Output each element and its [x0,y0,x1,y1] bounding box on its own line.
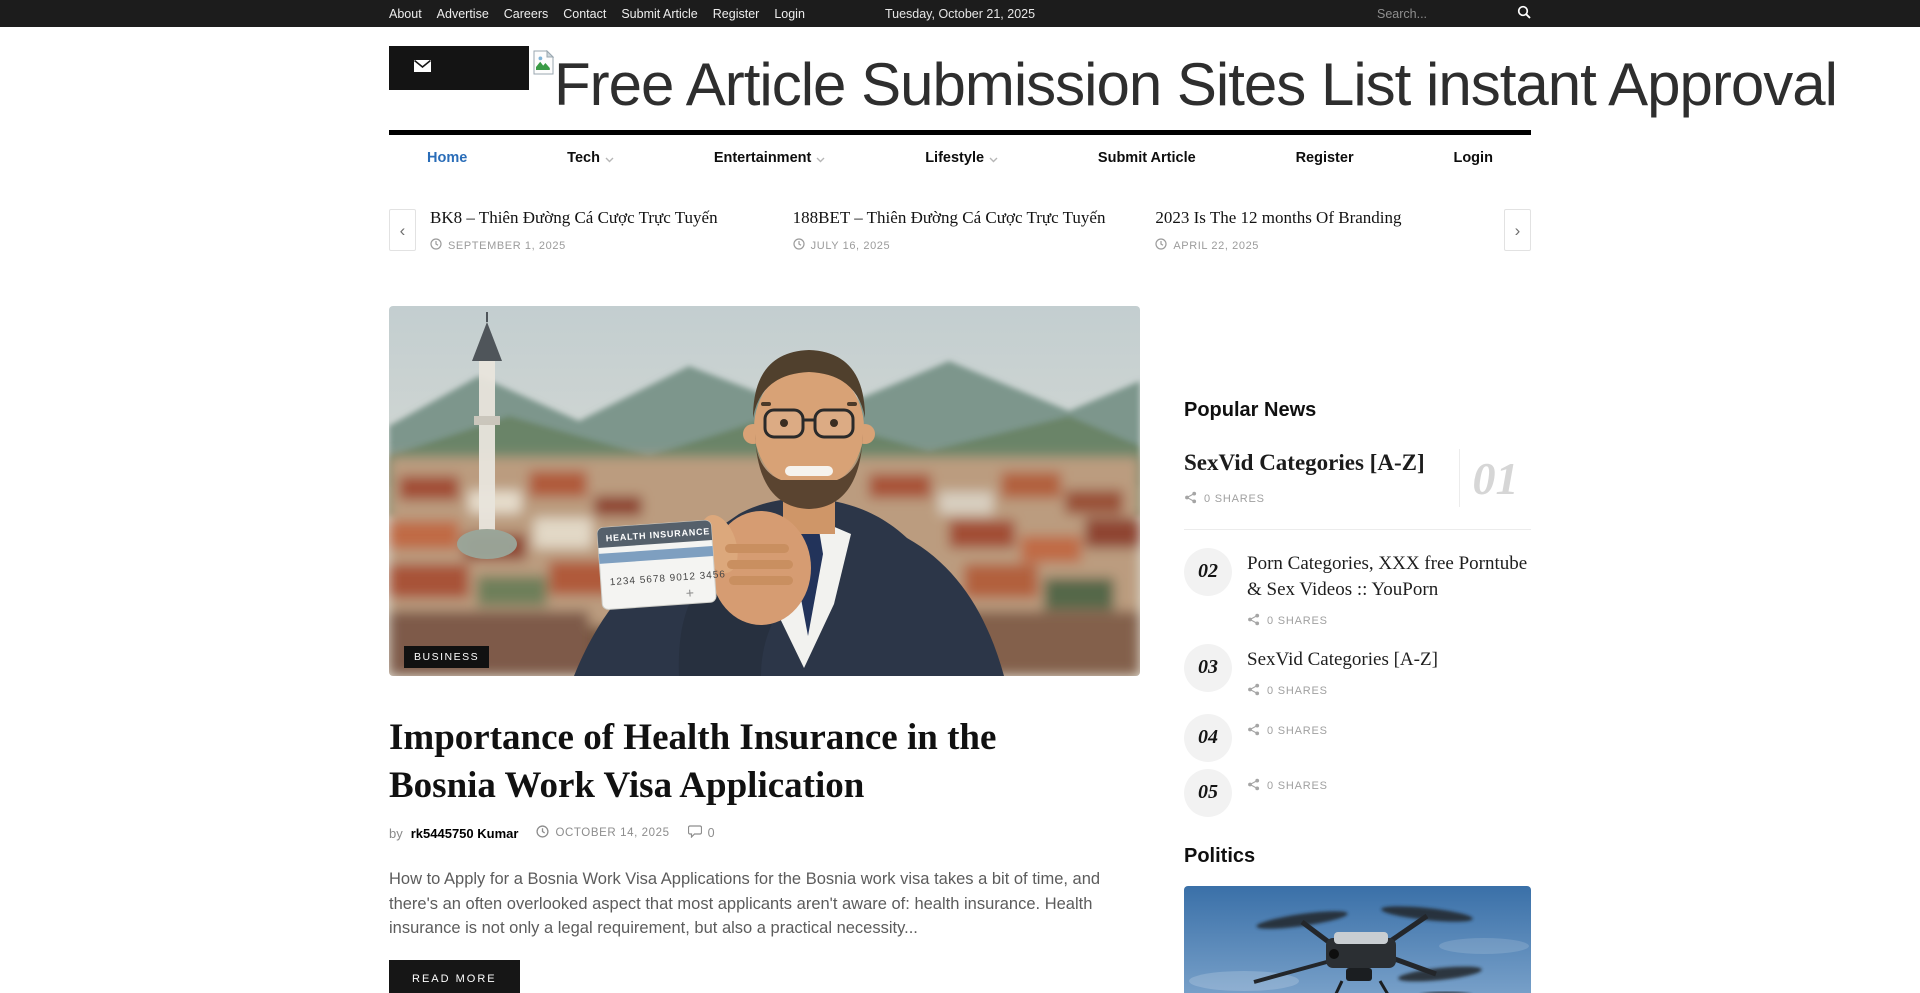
share-count: 0 SHARES [1204,492,1265,505]
popular-item-3 [1184,644,1531,699]
search-button[interactable] [1517,5,1531,22]
carousel-item-date: SEPTEMBER 1, 2025 [448,239,566,252]
search-input[interactable] [1377,7,1507,21]
main-navigation [0,130,1920,181]
topbar-link-login[interactable]: Login [774,6,805,21]
chevron-down-icon [816,151,825,167]
nav-label: Entertainment [713,150,812,166]
topbar-link-careers[interactable]: Careers [503,6,549,21]
carousel-item [1141,207,1504,253]
top-bar [0,0,1920,27]
share-icon [1184,491,1197,507]
popular-item-5 [1184,769,1531,817]
nav-label: Register [1295,150,1354,166]
article-byline [389,825,1140,841]
carousel-next-button[interactable] [1504,209,1531,251]
carousel-prev-button[interactable] [389,209,416,251]
site-header [0,27,1920,130]
popular-item-title[interactable]: Porn Categories, XXX free Porntube & Sex Videos :: YouPorn [1247,552,1528,600]
byline-prefix: by [389,825,403,841]
nav-label: Home [427,150,468,166]
card-number-text: 1234 5678 9012 3456 [609,569,727,589]
topbar-link-register[interactable]: Register [712,6,760,21]
nav-label: Login [1453,150,1493,166]
nav-item-tech[interactable] [567,149,614,167]
topbar-link-advertise[interactable]: Advertise [436,6,489,21]
carousel-item-date: APRIL 22, 2025 [1173,239,1260,252]
carousel-item-title[interactable]: BK8 – Thiên Đường Cá Cược Trực Tuyến [430,208,718,227]
chevron-down-icon [989,151,998,167]
article-thumbnail[interactable] [389,306,1140,676]
nav-label: Lifestyle [925,150,985,166]
nav-item-home[interactable] [427,150,467,166]
share-icon [1247,683,1260,699]
topbar-links [389,7,805,21]
share-count: 0 SHARES [1267,614,1328,627]
popular-item-title[interactable]: SexVid Categories [A-Z] [1247,648,1438,670]
divider [1184,529,1531,530]
drones-photo [1184,886,1531,993]
health-insurance-photo [389,306,1140,676]
carousel-item-title[interactable]: 188BET – Thiên Đường Cá Cược Trực Tuyến [792,208,1106,227]
card-plus-glyph: + [685,584,695,602]
envelope-icon [414,59,431,77]
popular-news-heading: Popular News [1184,399,1317,422]
politics-article-thumbnail[interactable] [1184,886,1531,993]
card-label-text: HEALTH INSURANCE [605,526,711,544]
article-title-link[interactable]: Importance of Health Insurance in the Bosnia Work Visa Application [389,717,997,807]
share-icon [1247,613,1260,629]
popular-item-title[interactable]: SexVid Categories [A-Z] [1184,450,1425,476]
politics-heading: Politics [1184,844,1256,867]
carousel-item-date: JULY 16, 2025 [810,239,891,252]
broken-image-icon [533,50,554,80]
rank-number: 05 [1184,769,1232,817]
author-link[interactable]: rk5445750 Kumar [410,825,519,841]
chevron-right-icon: › [1514,220,1521,240]
clock-icon [430,238,442,253]
read-more-button[interactable]: READ MORE [389,960,520,993]
comment-bubble-icon [688,825,702,841]
article-date: OCTOBER 14, 2025 [555,827,670,840]
nav-item-lifestyle[interactable] [925,149,998,167]
nav-item-login[interactable] [1453,150,1492,166]
email-contact-button[interactable] [389,46,529,90]
nav-label: Tech [567,150,600,166]
article-excerpt: How to Apply for a Bosnia Work Visa Applications for the Bosnia work visa takes a bit of time, and there's an often overlooked aspect that most applicants aren't aware of: health insurance. Health insurance is not only a legal requirement, but also a practical necessity... [389,870,1101,938]
category-badge[interactable]: BUSINESS [404,646,489,668]
chevron-left-icon: ‹ [399,220,406,240]
share-icon [1247,778,1260,794]
sidebar [1184,306,1531,993]
clock-icon [536,825,549,841]
chevron-down-icon [605,151,614,167]
share-icon [1247,723,1260,739]
topbar-link-submit-article[interactable]: Submit Article [621,6,698,21]
carousel-item-title[interactable]: 2023 Is The 12 months Of Branding [1155,208,1402,227]
article-title [389,714,1109,810]
popular-item-2 [1184,548,1531,629]
rank-number: 03 [1184,644,1232,692]
rank-number: 01 [1472,452,1519,504]
comment-count: 0 [707,826,715,841]
topbar-link-about[interactable]: About [389,6,422,21]
comments-link[interactable] [688,825,715,841]
topbar-link-contact[interactable]: Contact [563,6,607,21]
nav-item-entertainment[interactable] [714,149,826,167]
site-logo-alt-text: Free Article Submission Sites List instant Approval [554,51,1837,118]
carousel-item [416,207,779,253]
clock-icon [1155,238,1167,253]
popular-item-1 [1184,449,1531,507]
nav-label: Submit Article [1097,150,1196,166]
current-date: Tuesday, October 21, 2025 [884,6,1036,21]
news-ticker-carousel [0,207,1920,253]
rank-number: 04 [1184,714,1232,762]
site-logo-link[interactable] [533,46,1837,118]
featured-article [389,306,1140,993]
rank-number: 02 [1184,548,1232,596]
share-count: 0 SHARES [1267,724,1328,737]
share-count: 0 SHARES [1267,779,1328,792]
nav-item-register[interactable] [1296,150,1354,166]
clock-icon [793,238,805,253]
share-count: 0 SHARES [1267,684,1328,697]
popular-item-4 [1184,714,1531,762]
carousel-item [779,207,1142,253]
nav-item-submit-article[interactable] [1098,150,1196,166]
search-icon [1517,5,1531,22]
